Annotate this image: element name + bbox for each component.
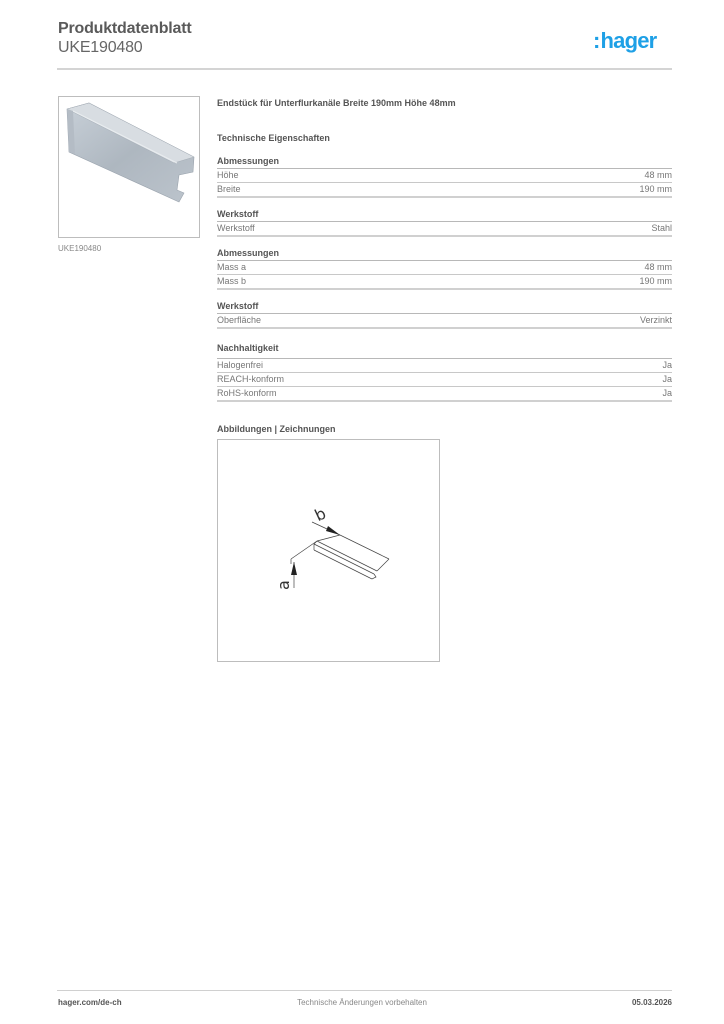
- property-row: [217, 275, 672, 290]
- product-details: [217, 96, 672, 436]
- property-label: Mass a: [217, 262, 247, 272]
- product-image: [58, 96, 200, 238]
- dimension-b-label: b: [311, 503, 329, 526]
- property-value: 48 mm: [644, 262, 672, 272]
- property-row: [217, 261, 672, 275]
- property-value: Ja: [662, 374, 672, 384]
- technical-properties-heading: Technische Eigenschaften: [217, 133, 330, 143]
- property-value: Stahl: [651, 223, 672, 233]
- property-row: [217, 222, 672, 237]
- product-photo-icon: [59, 97, 199, 237]
- product-image-caption: UKE190480: [58, 244, 102, 253]
- group-sustainability: [217, 342, 672, 402]
- property-label: Mass b: [217, 276, 247, 286]
- property-row: [217, 359, 672, 373]
- figures-heading: Abbildungen | Zeichnungen: [217, 424, 336, 434]
- group-title: Werkstoff: [217, 300, 672, 314]
- property-row: [217, 169, 672, 183]
- technical-drawing: [217, 439, 440, 662]
- group-surface: [217, 300, 672, 329]
- property-label: REACH-konform: [217, 374, 285, 384]
- property-label: Oberfläche: [217, 315, 262, 325]
- property-label: RoHS-konform: [217, 388, 277, 398]
- group-title: Werkstoff: [217, 208, 672, 222]
- dimension-a-label: a: [274, 580, 293, 590]
- property-value: 48 mm: [644, 170, 672, 180]
- property-value: 190 mm: [639, 184, 672, 194]
- group-title: Nachhaltigkeit: [217, 342, 672, 359]
- group-material: [217, 208, 672, 237]
- property-value: Ja: [662, 388, 672, 398]
- dimension-drawing-icon: [218, 440, 439, 661]
- property-row: [217, 183, 672, 198]
- property-value: Verzinkt: [639, 315, 672, 325]
- footer-notice: Technische Änderungen vorbehalten: [297, 998, 427, 1007]
- footer-divider: [57, 990, 672, 991]
- property-label: Höhe: [217, 170, 239, 180]
- property-value: Ja: [662, 360, 672, 370]
- property-value: 190 mm: [639, 276, 672, 286]
- property-row: [217, 314, 672, 329]
- property-label: Werkstoff: [217, 223, 255, 233]
- hager-logo: [593, 28, 656, 54]
- property-row: [217, 373, 672, 387]
- logo-text: hager: [600, 28, 657, 53]
- group-title: Abmessungen: [217, 247, 672, 261]
- group-dimensions-ab: [217, 247, 672, 290]
- property-label: Halogenfrei: [217, 360, 264, 370]
- product-description: Endstück für Unterflurkanäle Breite 190mm Höhe 48mm: [217, 98, 456, 108]
- group-dimensions: [217, 155, 672, 198]
- group-title: Abmessungen: [217, 155, 672, 169]
- property-label: Breite: [217, 184, 241, 194]
- property-row: [217, 387, 672, 402]
- document-title: Produktdatenblatt: [58, 20, 192, 37]
- logo-colon: :: [593, 28, 600, 53]
- product-code: UKE190480: [58, 39, 143, 56]
- footer-date: 05.03.2026: [631, 998, 672, 1007]
- header-divider: [57, 68, 672, 70]
- footer-website-link[interactable]: hager.com/de-ch: [58, 998, 122, 1007]
